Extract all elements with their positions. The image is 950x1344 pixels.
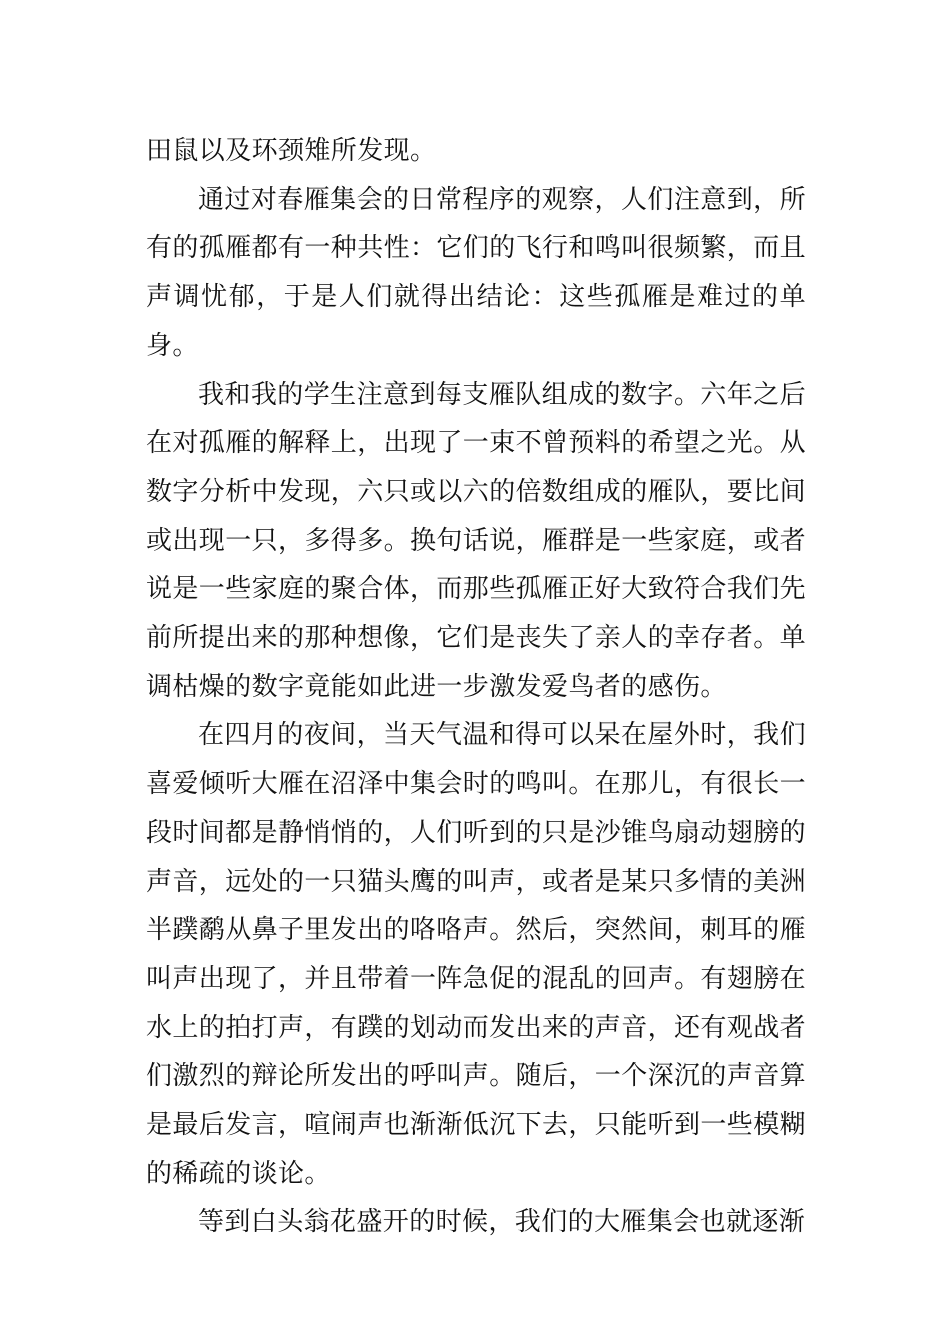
- paragraph: 在四月的夜间，当天气温和得可以呆在屋外时，我们喜爱倾听大雁在沼泽中集会时的鸣叫。在那儿，有很长一段时间都是静悄悄的，人们听到的只是沙锥鸟扇动翅膀的声音，远处的一只猫头鹰的叫声，或者是某只多情的美洲半蹼鹬从鼻子里发出的咯咯声。然后，突然间，刺耳的雁叫声出现了，并且带着一阵急促的混乱的回声。有翅膀在水上的拍打声，有蹼的划动而发出来的声音，还有观战者们激烈的辩论所发出的呼叫声。随后，一个深沉的声音算是最后发言，喧闹声也渐渐低沉下去，只能听到一些模糊的稀疏的谈论。: [146, 720, 807, 1189]
- body-text: [146, 127, 806, 1247]
- paragraph-continuation: 田鼠以及环颈雉所发现。: [146, 136, 437, 166]
- paragraph: 等到白头翁花盛开的时候，我们的大雁集会也就逐渐: [198, 1207, 806, 1238]
- paragraph: 我和我的学生注意到每支雁队组成的数字。六年之后在对孤雁的解释上，出现了一束不曾预料的希望之光。从数字分析中发现，六只或以六的倍数组成的雁队，要比间或出现一只，多得多。换句话说，雁群是一些家庭，或者说是一些家庭的聚合体，而那些孤雁正好大致符合我们先前所提出来的那种想像，它们是丧失了亲人的幸存者。单调枯燥的数字竟能如此进一步激发爱鸟者的感伤。: [146, 379, 807, 702]
- paragraph: 通过对春雁集会的日常程序的观察，人们注意到，所有的孤雁都有一种共性：它们的飞行和鸣叫很频繁，而且声调忧郁，于是人们就得出结论：这些孤雁是难过的单身。: [146, 184, 807, 361]
